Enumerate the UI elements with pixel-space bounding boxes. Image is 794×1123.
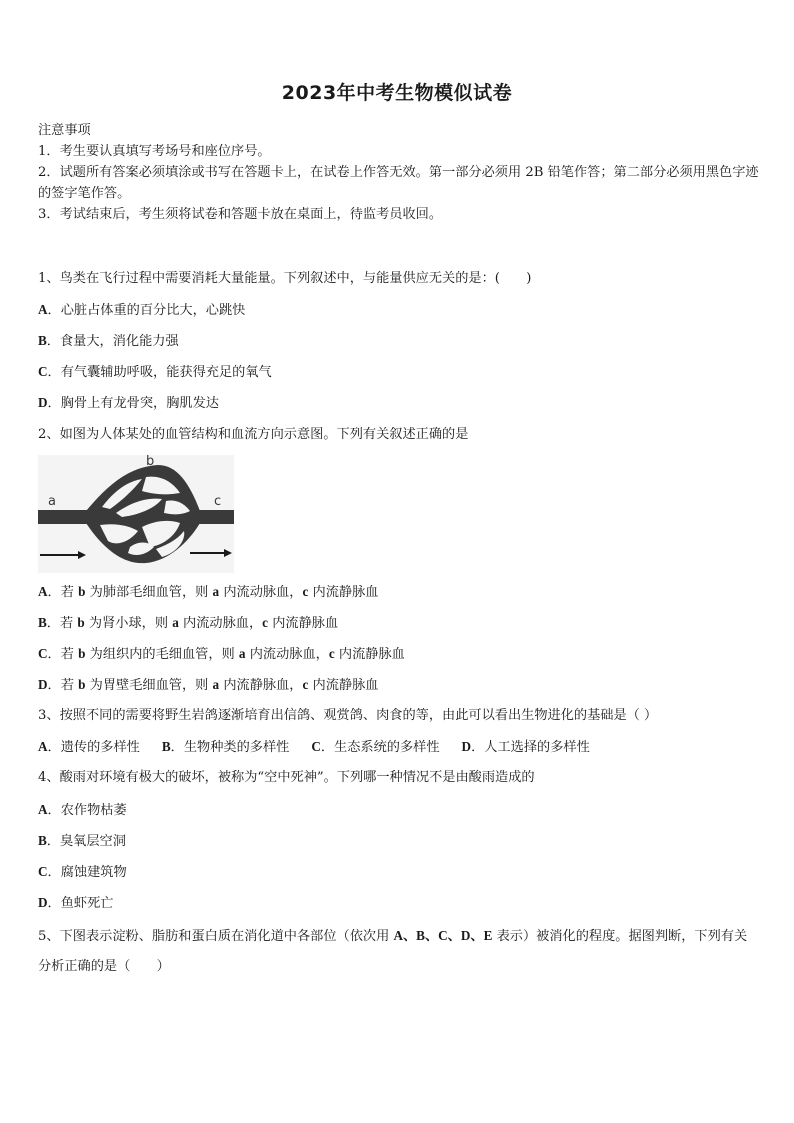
option-var: a [212, 584, 220, 599]
question-4-stem: 4、酸雨对环境有极大的破坏，被称为“空中死神”。下列哪一种情况不是由酸雨造成的 [38, 770, 535, 785]
label-c: c [214, 494, 222, 509]
option-letter: C [38, 864, 48, 879]
option-text: 为肾小球，则 [84, 616, 173, 631]
option-text: 内流静脉血 [308, 585, 379, 600]
notice-heading: 注意事项 [38, 123, 91, 138]
option-text: 内流静脉血 [308, 678, 379, 693]
notice-item: 2．试题所有答案必须填涂或书写在答题卡上，在试卷上作答无效。第一部分必须用 2B 铅笔作答；第二部分必须用黑色字迹的签字笔作答。 [38, 165, 759, 201]
option-text: 内流动脉血， [245, 647, 329, 662]
option-var: a [238, 646, 246, 661]
option-text: ．腐蚀建筑物 [47, 865, 127, 880]
question-letters: A、B、C、D、E [393, 928, 493, 943]
option-var: c [302, 584, 309, 599]
option-text: ．若 [47, 678, 79, 693]
option-text: 内流动脉血， [178, 616, 263, 631]
question-1-option-b [38, 331, 179, 352]
option-letter: C [38, 364, 48, 379]
question-4-option-c [38, 862, 127, 883]
option-text: ．若 [46, 616, 78, 631]
question-2-option-a [38, 582, 378, 603]
option-text: 内流静脉血 [268, 616, 339, 631]
question-2-option-d [38, 675, 378, 696]
option-text: ．遗传的多样性 [47, 740, 140, 755]
question-1-stem: 1、鸟类在飞行过程中需要消耗大量能量。下列叙述中，与能量供应无关的是：( ) [38, 271, 532, 286]
question-3-stem: 3、按照不同的需要将野生岩鸽逐渐培育出信鸽、观赏鸽、肉食的等，由此可以看出生物进化的基础是（ ） [38, 708, 658, 723]
option-text: ．农作物枯萎 [47, 803, 127, 818]
label-b: b [146, 455, 155, 469]
notice-item: 3．考试结束后，考生须将试卷和答题卡放在桌面上，待监考员收回。 [38, 207, 443, 222]
option-text: ．臭氧层空洞 [46, 834, 126, 849]
question-1-option-a [38, 300, 245, 321]
question-3-option-b [162, 740, 289, 755]
option-text: ．若 [47, 585, 79, 600]
option-text: ．胸骨上有龙骨突，胸肌发达 [47, 396, 219, 411]
option-letter: D [38, 895, 48, 910]
option-text: 为肺部毛细血管，则 [85, 585, 213, 600]
option-text: 为组织内的毛细血管，则 [85, 647, 239, 662]
vessel-c [198, 510, 234, 524]
question-3-options [38, 737, 612, 758]
vessel-a [38, 510, 90, 524]
option-letter: D [38, 677, 48, 692]
question-3-option-d [462, 740, 590, 755]
option-var: b [78, 584, 86, 599]
question-4-option-a [38, 800, 127, 821]
option-text: 内流动脉血， [219, 585, 303, 600]
option-letter: B [161, 739, 171, 754]
option-var: b [78, 646, 86, 661]
option-letter: D [461, 739, 472, 754]
option-var: c [262, 615, 269, 630]
option-var: c [328, 646, 335, 661]
question-1-option-c [38, 362, 272, 383]
option-text: ．生态系统的多样性 [320, 740, 440, 755]
question-3-option-a [38, 740, 140, 755]
option-var: b [77, 615, 85, 630]
question-1-option-d [38, 393, 219, 414]
option-letter: C [38, 646, 48, 661]
option-letter: B [38, 833, 47, 848]
option-letter: C [311, 739, 321, 754]
option-text: 内流静脉血， [219, 678, 303, 693]
option-text: 内流静脉血 [334, 647, 405, 662]
option-var: c [302, 677, 309, 692]
question-2-option-c [38, 644, 405, 665]
notice-item: 1．考生要认真填写考场号和座位序号。 [38, 144, 271, 159]
option-text: ．食量大，消化能力强 [46, 334, 179, 349]
option-letter: A [38, 802, 48, 817]
option-text: ．心脏占体重的百分比大，心跳快 [47, 303, 246, 318]
option-text: ．若 [47, 647, 79, 662]
option-text: ．人工选择的多样性 [471, 740, 590, 755]
option-text: ．有气囊辅助呼吸，能获得充足的氧气 [47, 365, 272, 380]
question-4-option-b [38, 831, 126, 852]
option-letter: B [38, 333, 47, 348]
option-var: a [172, 615, 179, 630]
option-text: ．生物种类的多样性 [170, 740, 290, 755]
question-2-option-b [38, 613, 338, 634]
question-text: 表示）被消化的程度。据图判断，下列有关分析正确的是（ ） [38, 929, 748, 974]
question-4-option-d [38, 893, 113, 914]
option-var: a [212, 677, 220, 692]
option-letter: A [38, 584, 48, 599]
option-letter: A [38, 739, 48, 754]
blood-vessel-diagram [38, 455, 234, 573]
question-3-option-c [311, 740, 439, 755]
page-title: 2023年中考生物模似试卷 [281, 82, 513, 104]
question-5-stem [38, 921, 760, 982]
option-letter: B [38, 615, 47, 630]
question-text: 5、下图表示淀粉、脂肪和蛋白质在消化道中各部位（依次用 [38, 929, 394, 944]
notice-section [38, 120, 760, 225]
option-letter: D [38, 395, 48, 410]
option-text: 为胃壁毛细血管，则 [85, 678, 213, 693]
label-a: a [48, 494, 56, 509]
option-text: ．鱼虾死亡 [47, 896, 114, 911]
question-2-stem: 2、如图为人体某处的血管结构和血流方向示意图。下列有关叙述正确的是 [38, 427, 469, 442]
option-letter: A [38, 302, 48, 317]
option-var: b [78, 677, 86, 692]
